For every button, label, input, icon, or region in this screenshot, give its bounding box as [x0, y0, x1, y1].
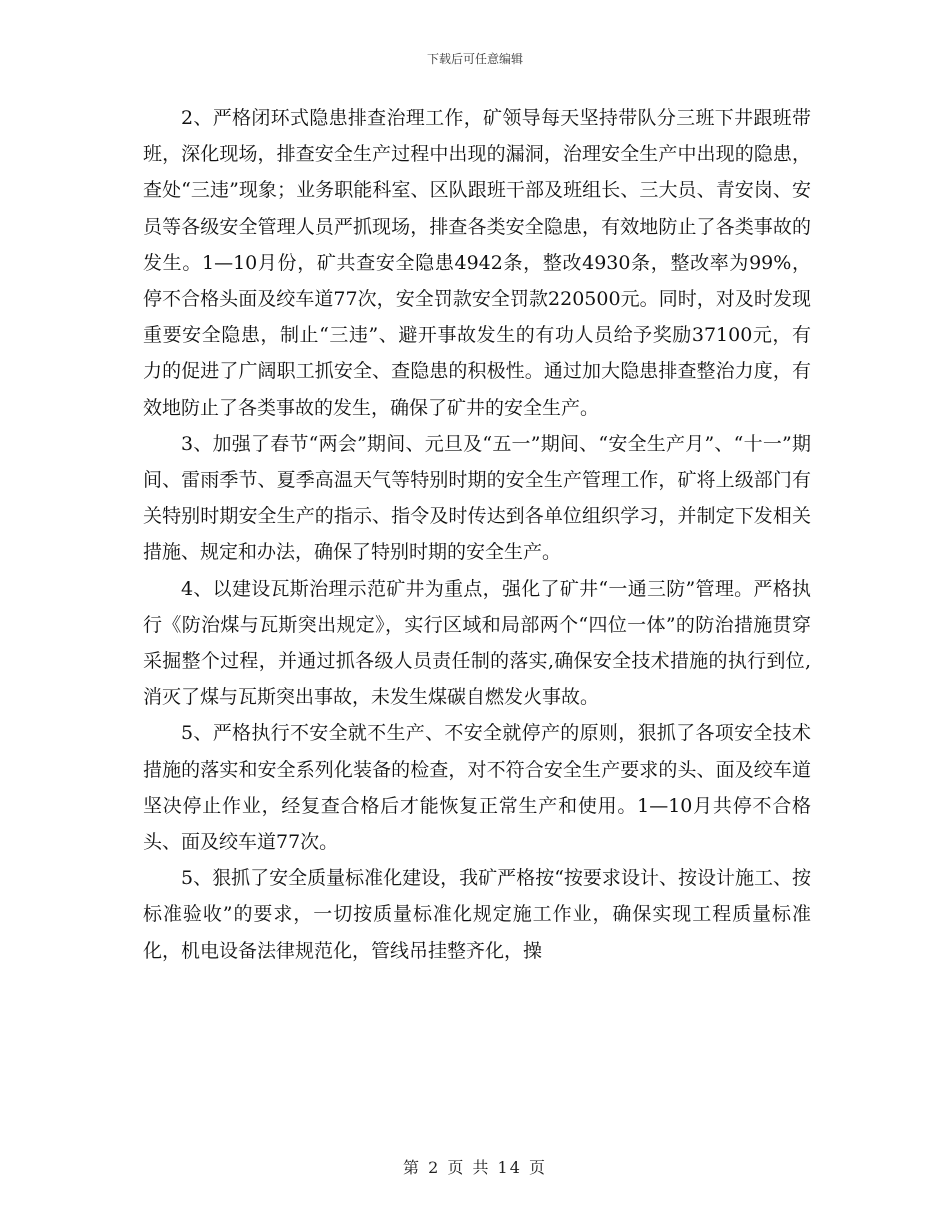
- document-body: [143, 100, 811, 969]
- page-header: 下载后可任意编辑: [426, 52, 523, 66]
- paragraph-item-4: 4、以建设瓦斯治理示范矿井为重点，强化了矿井“一通三防”管理。严格执行《防治煤与瓦斯突出规定》，实行区域和局部两个“四位一体”的防治措施贯穿采掘整个过程，并通过抓各级人员责任制的落实,确保安全技术措施的执行到位,消灭了煤与瓦斯突出事故，未发生煤碳自燃发火事故。: [143, 577, 811, 709]
- paragraph-item-3: 3、加强了春节“两会”期间、元旦及“五一”期间、“安全生产月”、“十一”期间、雷雨季节、夏季高温天气等特别时期的安全生产管理工作，矿将上级部门有关特别时期安全生产的指示、指令及时传达到各单位组织学习，并制定下发相关措施、规定和办法，确保了特别时期的安全生产。: [143, 432, 811, 564]
- page-footer: 第 2 页 共 14 页: [403, 1158, 547, 1177]
- paragraph-item-2: 2、严格闭环式隐患排查治理工作，矿领导每天坚持带队分三班下井跟班带班，深化现场，排查安全生产过程中出现的漏洞，治理安全生产中出现的隐患，查处“三违”现象；业务职能科室、区队跟班干部及班组长、三大员、青安岗、安员等各级安全管理人员严抓现场，排查各类安全隐患，有效地防止了各类事故的发生。1—10月份，矿共查安全隐患4942条，整改4930条，整改率为99%，停不合格头面及绞车道77次，安全罚款安全罚款220500元。同时，对及时发现重要安全隐患，制止“三违”、避开事故发生的有功人员给予奖励37100元，有力的促进了广阔职工抓安全、查隐患的积极性。通过加大隐患排查整治力度，有效地防止了各类事故的发生，确保了矿井的安全生产。: [143, 107, 811, 419]
- paragraph-item-5b: 5、狠抓了安全质量标准化建设，我矿严格按“按要求设计、按设计施工、按标准验收”的要求，一切按质量标准化规定施工作业，确保实现工程质量标准化，机电设备法律规范化，管线吊挂整齐化，操: [143, 867, 811, 962]
- paragraph-item-5: 5、严格执行不安全就不生产、不安全就停产的原则，狠抓了各项安全技术措施的落实和安全系列化装备的检查，对不符合安全生产要求的头、面及绞车道坚决停止作业，经复查合格后才能恢复正常生产和使用。1—10月共停不合格头、面及绞车道77次。: [143, 722, 811, 854]
